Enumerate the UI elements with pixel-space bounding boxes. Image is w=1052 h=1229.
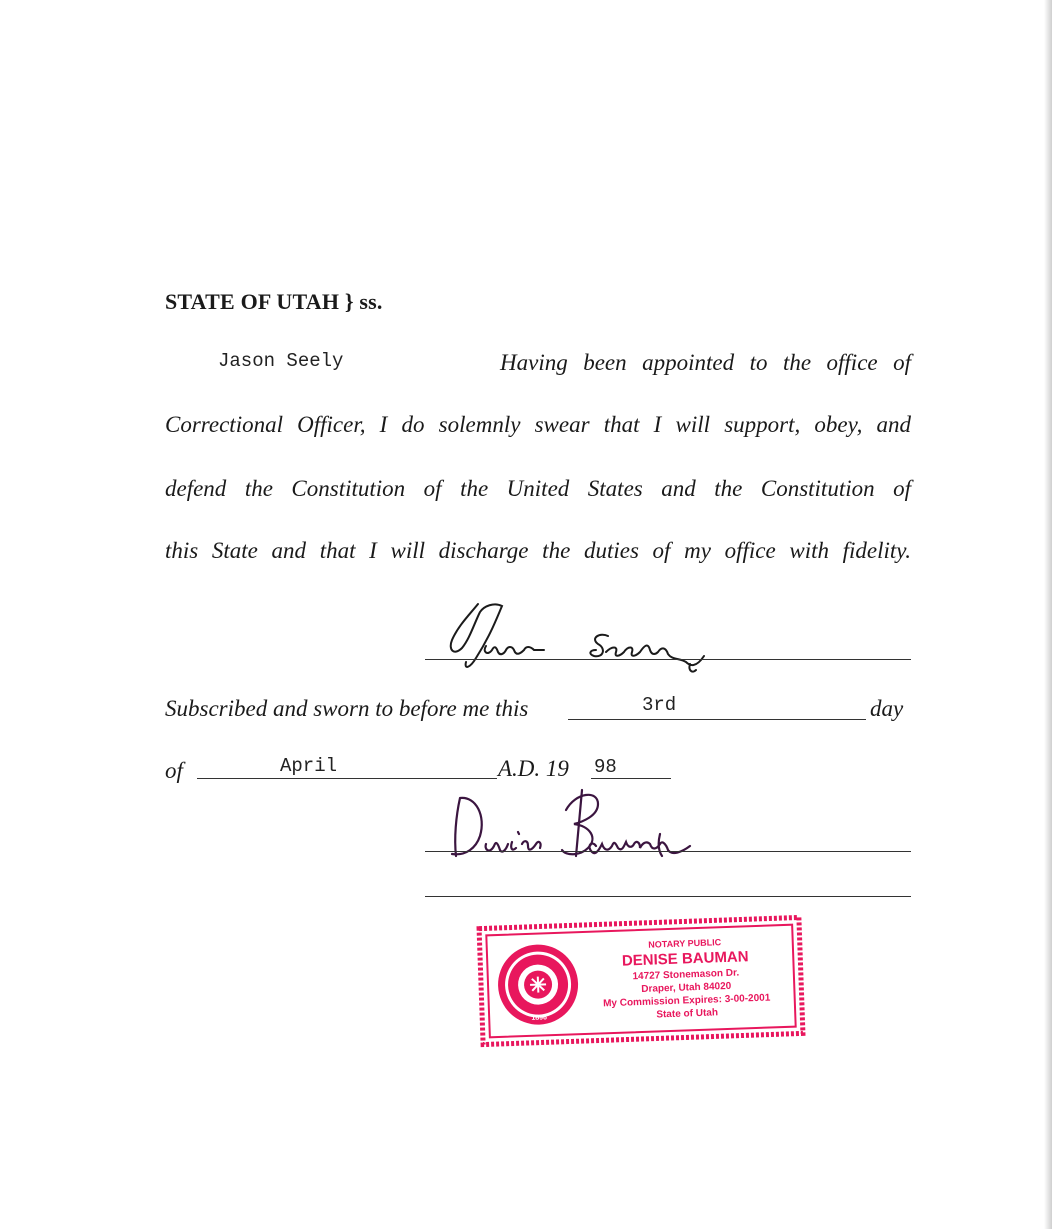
notary-title-line xyxy=(425,896,911,897)
day-word: day xyxy=(870,696,904,721)
venue-heading: STATE OF UTAH } ss. xyxy=(165,289,383,314)
stamp-state: State of Utah xyxy=(656,1007,719,1021)
affiant-signature xyxy=(440,596,720,676)
year-blank-line xyxy=(591,778,671,779)
notary-signature xyxy=(446,786,706,866)
notary-stamp xyxy=(476,914,806,1047)
stamp-city: Draper, Utah 84020 xyxy=(641,980,732,995)
oath-line-4: this State and that I will discharge the duties of my office with fidelity. xyxy=(165,538,911,563)
stamp-name: DENISE BAUMAN xyxy=(621,948,749,970)
oath-line-3: defend the Constitution of the United States and the Constitution of xyxy=(165,476,911,501)
jurat-subscribed-text: Subscribed and sworn to before me this xyxy=(165,696,529,721)
day-value: 3rd xyxy=(642,694,677,716)
oath-line-2: Correctional Officer, I do solemnly swear that I will support, obey, and xyxy=(165,412,911,437)
of-word: of xyxy=(165,758,183,783)
oath-line-1: Having been appointed to the office of xyxy=(500,350,911,375)
stamp-address: 14727 Stonemason Dr. xyxy=(632,967,740,983)
year-suffix: 98 xyxy=(594,756,617,778)
affiant-signature-line xyxy=(425,659,911,660)
day-blank-line xyxy=(568,719,866,720)
affiant-typed-name: Jason Seely xyxy=(218,350,344,372)
month-value: April xyxy=(280,755,338,777)
page-edge-shadow xyxy=(1044,0,1052,1229)
ad-text: A.D. 19 xyxy=(498,756,569,781)
month-blank-line xyxy=(197,778,497,779)
notary-signature-line xyxy=(425,851,911,852)
seal-year: 1896 xyxy=(531,1014,548,1022)
stamp-title: NOTARY PUBLIC xyxy=(648,937,722,950)
stamp-commission: My Commission Expires: 3-00-2001 xyxy=(602,992,771,1010)
